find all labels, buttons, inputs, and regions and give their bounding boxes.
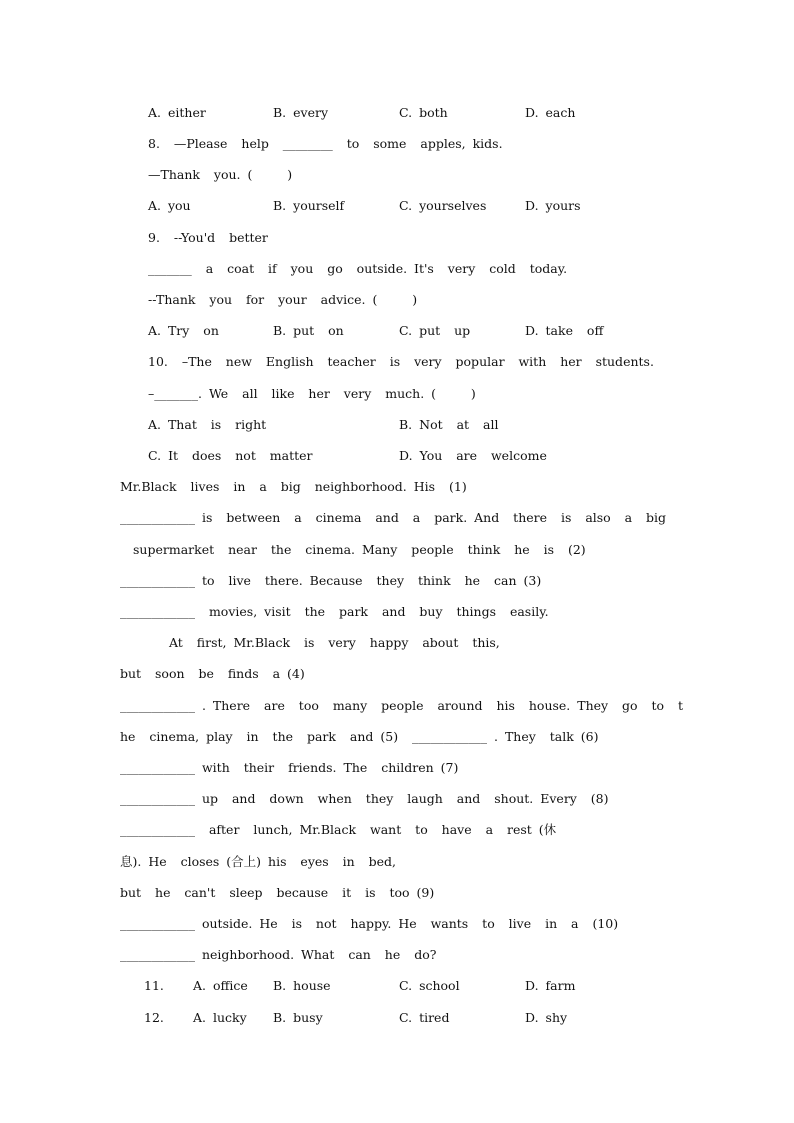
- passage-line: supermarket near the cinema. Many people think he is (2): [133, 542, 586, 557]
- passage-line: Mr.Black lives in a big neighborhood. His (1): [120, 479, 467, 494]
- passage-line: ____________ after lunch, Mr.Black want to have a rest (休: [120, 822, 557, 837]
- passage-line: he cinema, play in the park and (5) ____________ . They talk (6): [120, 729, 599, 744]
- q8-stem: 8. —Please help ________ to some apples, kids.: [148, 136, 503, 151]
- q10-reply: –_______. We all like her very much. ( ): [148, 386, 476, 401]
- passage-line: 息). He closes (合上) his eyes in bed,: [120, 854, 397, 869]
- passage-line: but soon be finds a (4): [120, 666, 305, 681]
- option-c: C. school: [399, 978, 460, 993]
- option-a: A. office: [193, 978, 248, 993]
- option-c: C. put up: [399, 323, 471, 338]
- option-d: D. farm: [525, 978, 576, 993]
- question-number: 11.: [144, 978, 164, 993]
- question-number: 12.: [144, 1010, 164, 1025]
- passage-line: ____________ to live there. Because they think he can (3): [120, 573, 542, 588]
- passage-line: ____________ . There are too many people around his house. They go to t: [120, 698, 684, 713]
- passage-line: ____________ neighborhood. What can he do?: [120, 947, 437, 962]
- option-b: B. busy: [273, 1010, 323, 1025]
- option-a: A. you: [148, 198, 191, 213]
- passage-line: ____________ movies, visit the park and buy things easily.: [120, 604, 549, 619]
- q8-reply: —Thank you. ( ): [148, 167, 293, 182]
- option-d: D. shy: [525, 1010, 568, 1025]
- q9-stem: 9. --You'd better: [148, 230, 268, 245]
- option-a: A. Try on: [148, 323, 219, 338]
- option-c: C. both: [399, 105, 448, 120]
- option-a: A. either: [148, 105, 206, 120]
- option-c: C. yourselves: [399, 198, 487, 213]
- option-a: A. lucky: [193, 1010, 247, 1025]
- option-d: D. each: [525, 105, 576, 120]
- option-c: C. It does not matter: [148, 448, 313, 463]
- passage-line: At first, Mr.Black is very happy about this,: [169, 635, 500, 650]
- q9-stem-cont: _______ a coat if you go outside. It's very cold today.: [148, 261, 568, 276]
- option-b: B. Not at all: [399, 417, 499, 432]
- q9-reply: --Thank you for your advice. ( ): [148, 292, 418, 307]
- option-d: D. You are welcome: [399, 448, 547, 463]
- passage-line: but he can't sleep because it is too (9): [120, 885, 435, 900]
- q10-stem: 10. –The new English teacher is very popular with her students.: [148, 354, 654, 369]
- option-c: C. tired: [399, 1010, 450, 1025]
- passage-line: ____________ with their friends. The children (7): [120, 760, 459, 775]
- option-d: D. yours: [525, 198, 581, 213]
- passage-line: ____________ outside. He is not happy. He wants to live in a (10): [120, 916, 619, 931]
- passage-line: ____________ is between a cinema and a park. And there is also a big: [120, 510, 667, 525]
- option-a: A. That is right: [148, 417, 267, 432]
- option-d: D. take off: [525, 323, 604, 338]
- option-b: B. house: [273, 978, 331, 993]
- passage-line: ____________ up and down when they laugh and shout. Every (8): [120, 791, 609, 806]
- option-b: B. yourself: [273, 198, 345, 213]
- option-b: B. every: [273, 105, 329, 120]
- option-b: B. put on: [273, 323, 344, 338]
